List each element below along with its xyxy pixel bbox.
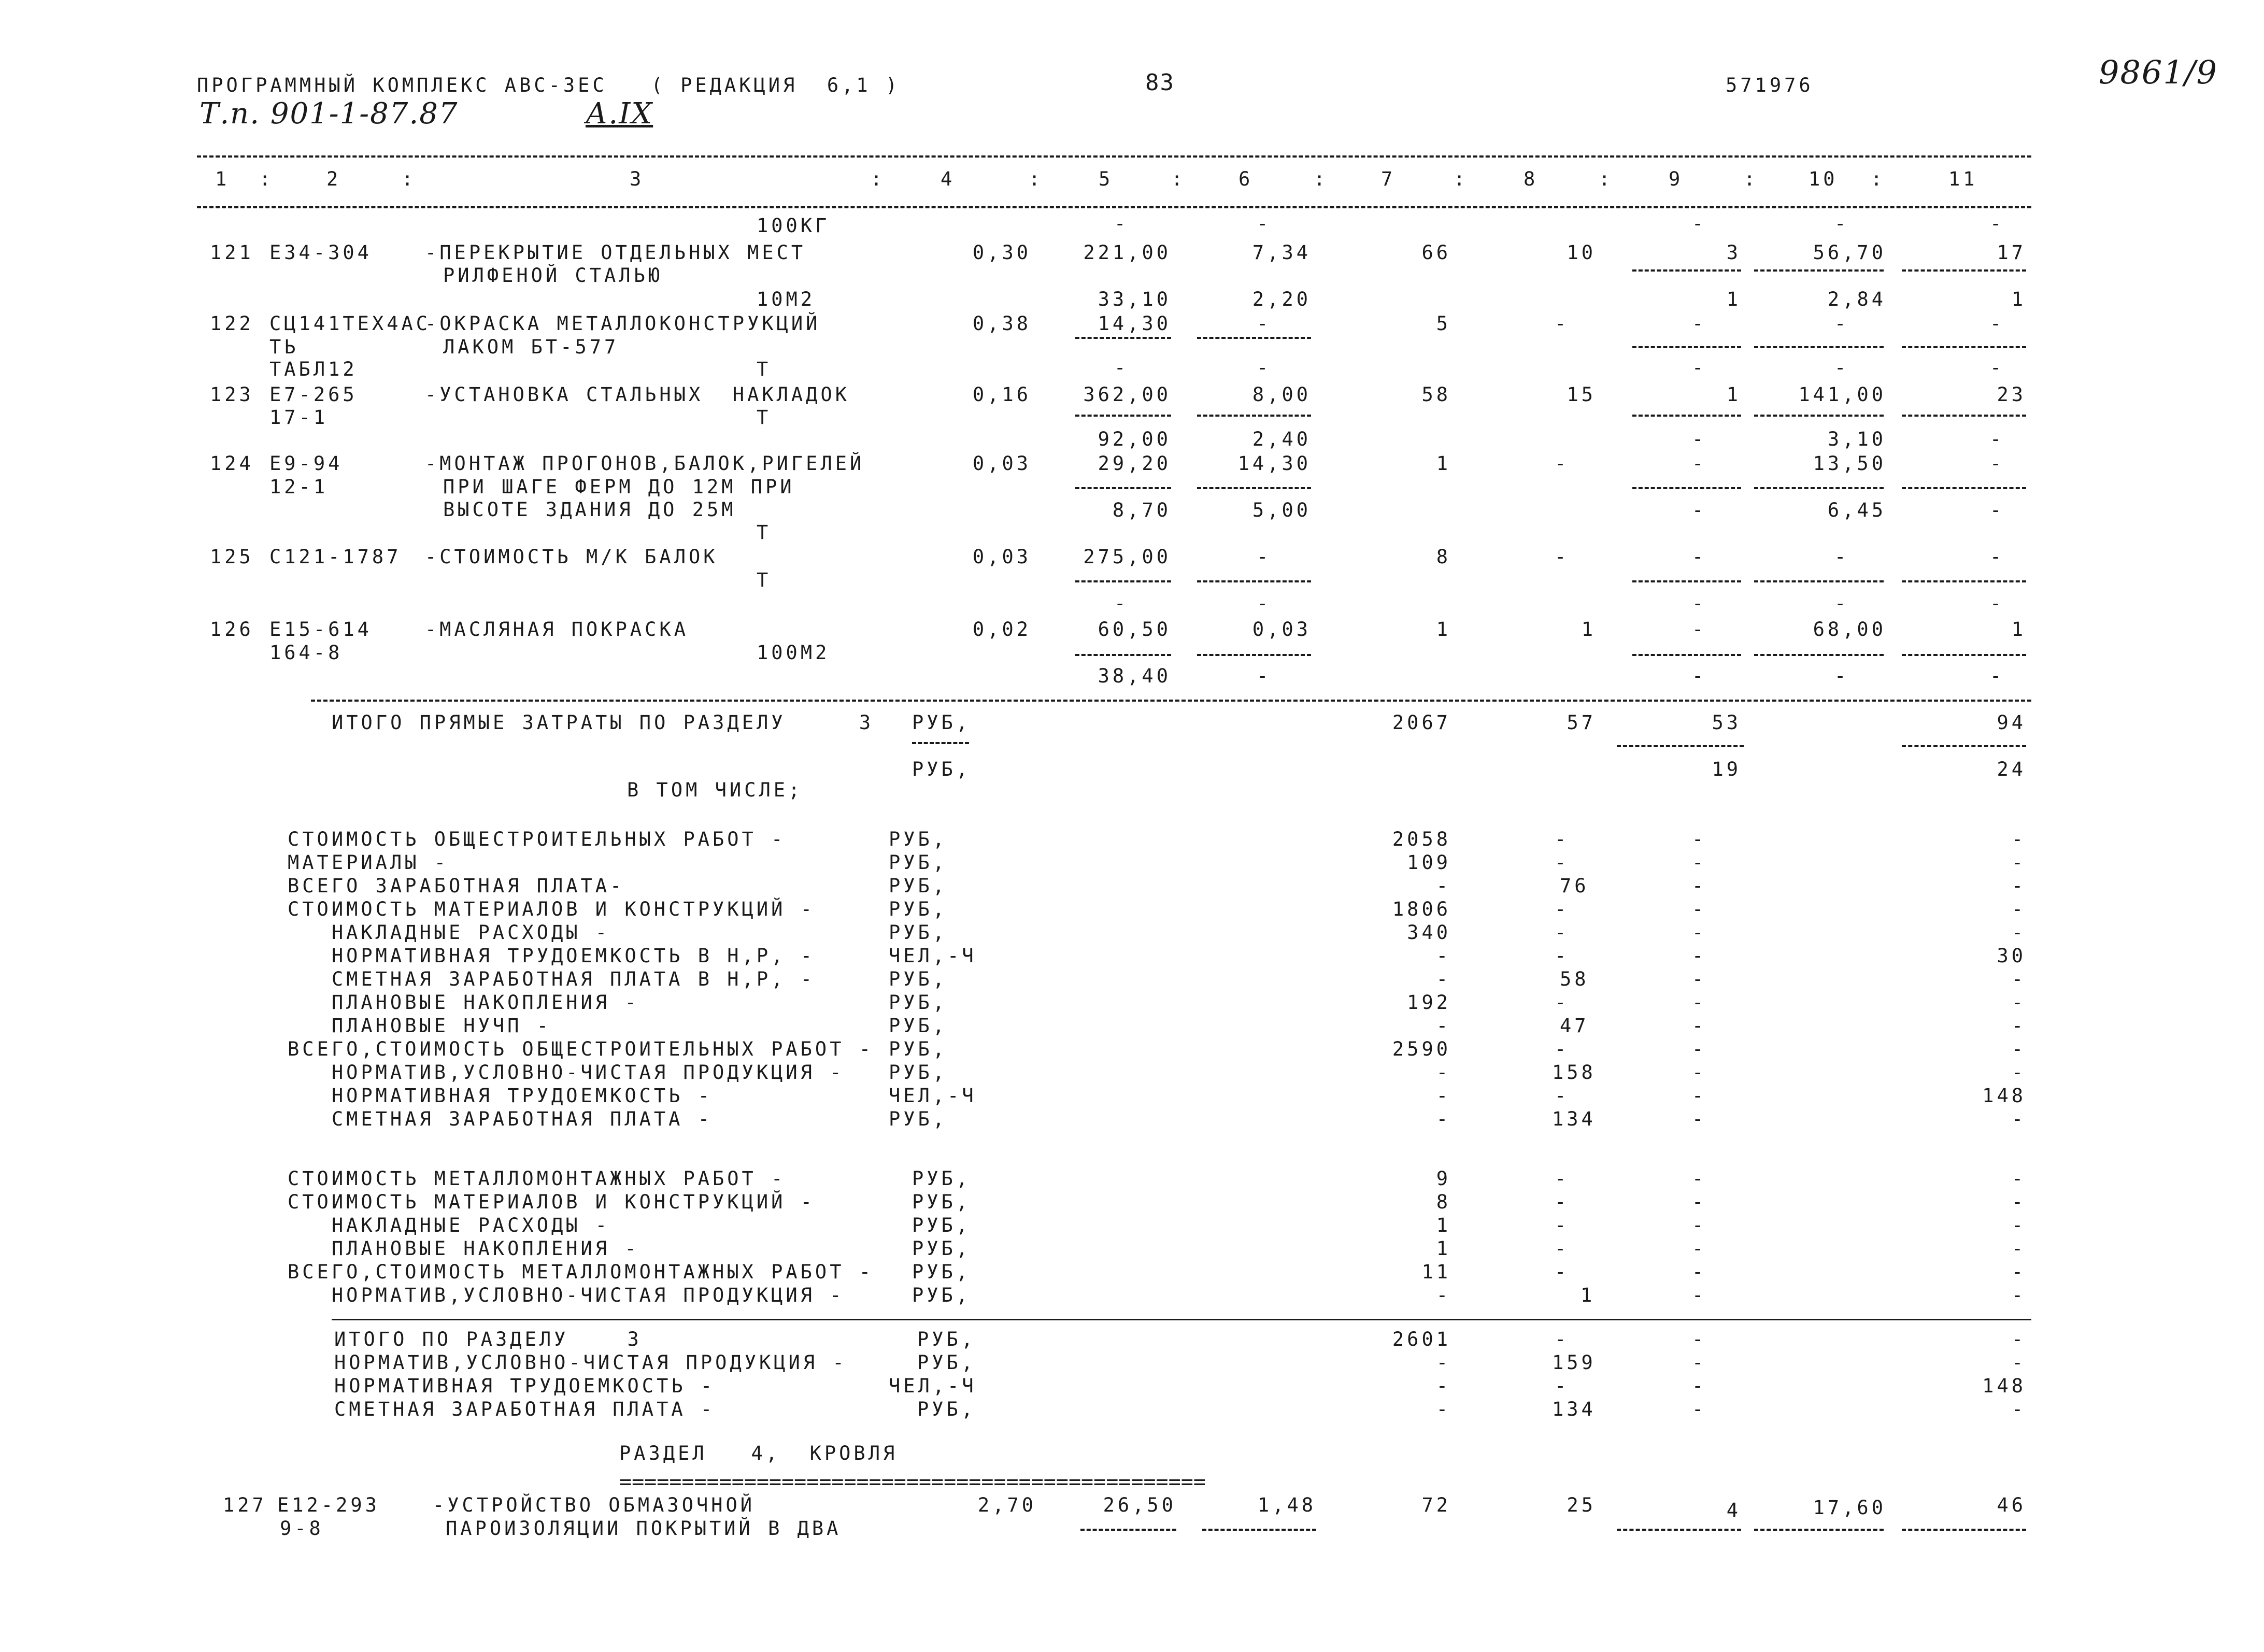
summary-row: СТОИМОСТЬ ОБЩЕСТРОИТЕЛЬНЫХ РАБОТ - РУБ, 2058 - - - <box>288 828 2026 850</box>
summary-row: ВСЕГО,СТОИМОСТЬ ОБЩЕСТРОИТЕЛЬНЫХ РАБОТ - РУБ, 2590 - - - <box>288 1038 2026 1060</box>
col-header-4: 4 <box>941 168 956 190</box>
summary-row: СТОИМОСТЬ МАТЕРИАЛОВ И КОНСТРУКЦИЙ - РУБ, 1806 - - - <box>288 898 2026 920</box>
section-4-title: РАЗДЕЛ 4, КРОВЛЯ <box>619 1442 898 1464</box>
totals-top-rule <box>311 700 2031 702</box>
album-number: А.IX <box>586 97 653 131</box>
metal-row: СТОИМОСТЬ МАТЕРИАЛОВ И КОНСТРУКЦИЙ - РУБ, 8 - - - <box>288 1191 2026 1213</box>
summary-row: НОРМАТИВ,УСЛОВНО-ЧИСТАЯ ПРОДУКЦИЯ - РУБ, - 158 - - <box>288 1061 2026 1084</box>
section-total-row: НОРМАТИВНАЯ ТРУДОЕМКОСТЬ - ЧЕЛ,-Ч - - - 148 <box>334 1375 2026 1397</box>
col-header-7: 7 <box>1381 168 1396 190</box>
col-header-6: 6 <box>1238 168 1254 190</box>
section-total-row: СМЕТНАЯ ЗАРАБОТНАЯ ПЛАТА - РУБ, - 134 - - <box>334 1398 2026 1420</box>
section-total-row: НОРМАТИВ,УСЛОВНО-ЧИСТАЯ ПРОДУКЦИЯ - РУБ, - 159 - - <box>334 1351 2026 1374</box>
col-header-8: 8 <box>1523 168 1539 190</box>
metal-row: НОРМАТИВ,УСЛОВНО-ЧИСТАЯ ПРОДУКЦИЯ - РУБ, - 1 - - <box>288 1284 2026 1306</box>
summary-row: МАТЕРИАЛЫ - РУБ, 109 - - - <box>288 851 2026 874</box>
page-number: 83 <box>1145 69 1175 96</box>
table-top-rule <box>197 155 2031 158</box>
col-header-9: 9 <box>1669 168 1684 190</box>
summary-row: СМЕТНАЯ ЗАРАБОТНАЯ ПЛАТА В Н,Р, - РУБ, - 58 - - <box>288 968 2026 990</box>
summary-row: НОРМАТИВНАЯ ТРУДОЕМКОСТЬ В Н,Р, - ЧЕЛ,-Ч - - - 30 <box>288 945 2026 967</box>
header-bottom-rule <box>197 206 2031 208</box>
program-title: ПРОГРАММНЫЙ КОМПЛЕКС АВС-3ЕС ( РЕДАКЦИЯ 6,1 ) <box>197 74 901 96</box>
metal-row: ПЛАНОВЫЕ НАКОПЛЕНИЯ - РУБ, 1 - - - <box>288 1237 2026 1260</box>
including-label: В ТОМ ЧИСЛЕ; <box>627 779 803 801</box>
summary-row: СМЕТНАЯ ЗАРАБОТНАЯ ПЛАТА - РУБ, - 134 - - <box>288 1108 2026 1130</box>
col-header-11: 11 <box>1948 168 1978 190</box>
summary-row: ПЛАНОВЫЕ НУЧП - РУБ, - 47 - - <box>288 1015 2026 1037</box>
summary-row: ПЛАНОВЫЕ НАКОПЛЕНИЯ - РУБ, 192 - - - <box>288 991 2026 1014</box>
col-header-3: 3 <box>630 168 645 190</box>
summary-row: НОРМАТИВНАЯ ТРУДОЕМКОСТЬ - ЧЕЛ,-Ч - - - 148 <box>288 1085 2026 1107</box>
section-4-underline: =============================================== <box>619 1470 1206 1494</box>
col-header-10: 10 <box>1809 168 1838 190</box>
col-header-5: 5 <box>1099 168 1114 190</box>
metal-row: ВСЕГО,СТОИМОСТЬ МЕТАЛЛОМОНТАЖНЫХ РАБОТ - РУБ, 11 - - - <box>288 1261 2026 1283</box>
section-total-row: ИТОГО ПО РАЗДЕЛУ 3 РУБ, 2601 - - - <box>334 1328 2026 1350</box>
col-header-2: 2 <box>326 168 341 190</box>
handwritten-reference: 9861/9 <box>2099 53 2218 91</box>
typical-project-number: Т.п. 901-1-87.87 <box>200 97 459 131</box>
row-120-unit: 100КГ <box>757 215 830 237</box>
col-header-1: 1 <box>215 168 230 190</box>
metal-row: НАКЛАДНЫЕ РАСХОДЫ - РУБ, 1 - - - <box>288 1214 2026 1236</box>
metal-row: СТОИМОСТЬ МЕТАЛЛОМОНТАЖНЫХ РАБОТ - РУБ, 9 - - - <box>288 1167 2026 1190</box>
document-code: 571976 <box>1726 74 1814 96</box>
section-total-top-rule <box>332 1319 2031 1320</box>
summary-row: ВСЕГО ЗАРАБОТНАЯ ПЛАТА- РУБ, - 76 - - <box>288 875 2026 897</box>
summary-row: НАКЛАДНЫЕ РАСХОДЫ - РУБ, 340 - - - <box>288 921 2026 944</box>
